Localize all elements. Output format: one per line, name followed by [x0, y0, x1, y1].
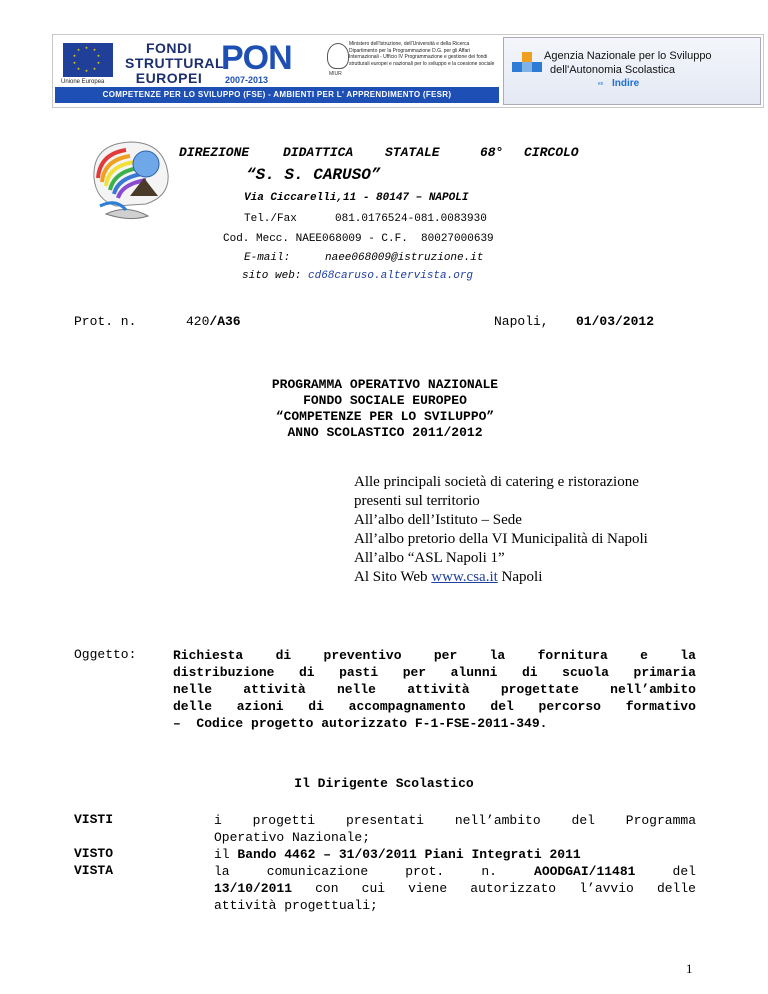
vista-line-1 [214, 863, 696, 880]
word: progetti [252, 813, 316, 828]
vista-word: cui [361, 881, 386, 896]
word: alunni [450, 665, 498, 680]
word: pasti [339, 665, 379, 680]
word: percorso [538, 699, 601, 714]
word: presentati [345, 813, 424, 828]
recipient-line: All’albo “ASL Napoli 1” [354, 550, 505, 566]
recipient-web-prefix: Al Sito Web [354, 569, 428, 585]
programme-title-line: FONDO SOCIALE EUROPEO [303, 393, 467, 408]
dirigente-heading: Il Dirigente Scolastico [294, 776, 474, 791]
school-name: “S. S. CARUSO” [246, 166, 381, 184]
vista-word: comunicazione [266, 864, 369, 879]
vista-word: n. [481, 864, 497, 879]
word: distribuzione [173, 665, 275, 680]
pon-logo [221, 39, 321, 83]
ministry-text: Ministero dell'Istruzione, dell'Università e della Ricerca Dipartimento per la Programmazione D.G. per gli Affari Internazionali - Ufficio IV Programmazione e gestione dei fondi strutturali europei e nazionali per lo sviluppo e la coesione sociale [349, 41, 495, 67]
visti-line [214, 812, 696, 829]
recipient-line: presenti sul territorio [354, 493, 480, 509]
recipient-web-suffix: Napoli [501, 569, 543, 585]
word: di [308, 699, 324, 714]
word: azioni [236, 699, 284, 714]
word: accompagnamento [348, 699, 466, 714]
vista-prot-number: AOODGAI/11481 [534, 864, 636, 879]
email-address: naee068009@istruzione.it [325, 252, 484, 264]
agenzia-cubes-icon [512, 52, 542, 82]
oggetto-last-line: – Codice progetto autorizzato F-1-FSE-2011-349. [173, 716, 548, 731]
programme-title [180, 377, 590, 441]
heading-circolo: CIRCOLO [524, 145, 579, 160]
word: per [402, 665, 427, 680]
heading-numero: 68° [480, 145, 504, 160]
visto-bold: Bando 4462 – 31/03/2011 Piani Integrati 2011 [237, 847, 581, 862]
heading-direzione: DIREZIONE [179, 145, 250, 160]
word: la [489, 648, 506, 663]
word: attività [407, 682, 470, 697]
programme-title-line: PROGRAMMA OPERATIVO NAZIONALE [271, 377, 499, 392]
republic-emblem-icon [327, 43, 349, 69]
vista-word: viene [408, 881, 448, 896]
vista-line-2 [214, 880, 696, 897]
agenzia-ex: ex [598, 81, 604, 87]
recipient-line: All’albo pretorio della VI Municipalità di Napoli [354, 531, 648, 547]
visto-line [214, 846, 696, 863]
banner-logos [55, 37, 499, 87]
heading-statale: STATALE [385, 145, 440, 160]
visti-line-2: Operativo Nazionale; [214, 830, 371, 845]
word: di [522, 665, 538, 680]
site-label: sito web: [242, 270, 302, 282]
oggetto-text [173, 647, 696, 732]
cod-mecc: Cod. Mecc. NAEE068009 - C.F. 80027000639 [223, 233, 494, 245]
protocol-place: Napoli, [494, 314, 549, 329]
word: i [214, 813, 222, 828]
tel-label: Tel./Fax [244, 213, 297, 225]
oggetto-line [173, 647, 696, 664]
visto-pre: il [214, 847, 230, 862]
oggetto-line [173, 664, 696, 681]
word: progettate [500, 682, 579, 697]
word: e [640, 648, 648, 663]
email-label: E-mail: [244, 252, 291, 264]
visto-label: VISTO [74, 846, 114, 861]
indire-logo: Indire [612, 78, 640, 89]
word: nelle [173, 682, 213, 697]
page-number: 1 [686, 961, 693, 976]
header-banner [52, 34, 764, 108]
vista-word: del [672, 864, 696, 879]
site-link[interactable]: cd68caruso.altervista.org [308, 270, 474, 282]
vista-word: delle [656, 881, 696, 896]
word: preventivo [323, 648, 402, 663]
vista-date: 13/10/2011 [214, 881, 293, 896]
protocol-number [186, 314, 241, 329]
word: per [433, 648, 458, 663]
programme-title-line: ANNO SCOLASTICO 2011/2012 [287, 425, 483, 440]
word: attività [243, 682, 306, 697]
oggetto-line [173, 698, 696, 715]
agenzia-line2: dell'Autonomia Scolastica [550, 64, 676, 76]
protocol-number-value: 420 [186, 314, 210, 329]
vista-label: VISTA [74, 863, 114, 878]
programme-title-line: “COMPETENZE PER LO SVILUPPO” [275, 409, 495, 424]
vista-word: prot. [405, 864, 445, 879]
word: del [571, 813, 595, 828]
vista-line-3: attività progettuali; [214, 898, 378, 913]
word: del [490, 699, 514, 714]
word: di [298, 665, 315, 680]
protocol-suffix: /A36 [209, 314, 241, 329]
word: nell’ambito [454, 813, 541, 828]
visti-label: VISTI [74, 812, 114, 827]
eu-label: Unione Europea [61, 79, 105, 85]
school-address: Via Ciccarelli,11 - 80147 – NAPOLI [244, 192, 469, 204]
miur-label: MIUR [329, 71, 342, 77]
csa-link[interactable]: www.csa.it [431, 569, 498, 585]
oggetto-label: Oggetto: [74, 647, 137, 662]
fondi-strutturali-logo: FONDI STRUTTURALI EUROPEI [125, 40, 229, 86]
agenzia-line1: Agenzia Nazionale per lo Sviluppo [544, 50, 712, 62]
pon-years: 2007-2013 [225, 75, 269, 85]
oggetto-line [173, 681, 696, 698]
vista-word: autorizzato [470, 881, 557, 896]
recipients-block [354, 473, 648, 587]
word: nelle [336, 682, 376, 697]
vista-word: la [214, 864, 230, 879]
word: di [275, 648, 292, 663]
recipient-line: Alle principali società di catering e ristorazione [354, 474, 639, 490]
word: nell’ambito [610, 682, 696, 697]
protocol-label: Prot. n. [74, 314, 137, 329]
word: formativo [625, 699, 696, 714]
agenzia-logo [503, 37, 761, 105]
vista-word: l’avvio [579, 881, 634, 896]
word: primaria [633, 665, 696, 680]
banner-strip: COMPETENZE PER LO SVILUPPO (FSE) - AMBIENTI PER L' APPRENDIMENTO (FESR) [55, 87, 499, 103]
tel-numbers: 081.0176524-081.0083930 [335, 213, 487, 225]
recipient-line: All’albo dell’Istituto – Sede [354, 512, 522, 528]
vista-word: con [315, 881, 339, 896]
recipient-web [354, 568, 648, 587]
word: la [680, 648, 696, 663]
heading-didattica: DIDATTICA [283, 145, 354, 160]
protocol-date: 01/03/2012 [576, 314, 655, 329]
eu-flag-icon: ★ ★ ★ ★ ★ ★ ★ ★ ★ ★ [63, 43, 113, 77]
word: delle [173, 699, 213, 714]
word: fornitura [537, 648, 608, 663]
word: Programma [625, 813, 696, 828]
word: Richiesta [173, 648, 244, 663]
school-logo-icon [86, 134, 176, 232]
pon-word: PON [221, 39, 292, 77]
considerations-text [214, 812, 696, 914]
word: scuola [562, 665, 609, 680]
